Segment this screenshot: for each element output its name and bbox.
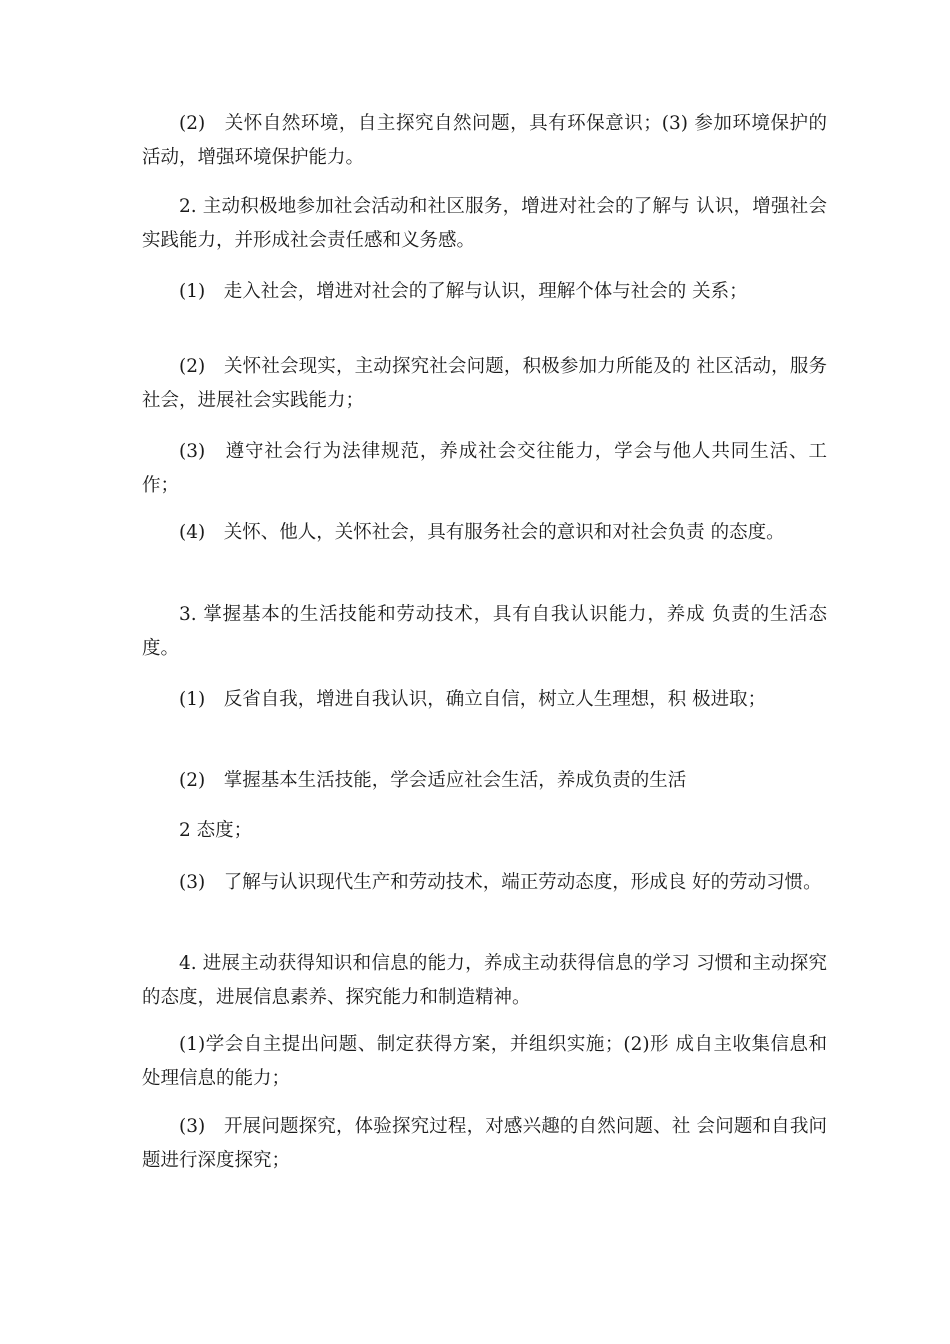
paragraph-14: (3) 开展问题探究，体验探究过程，对感兴趣的自然问题、社 会问题和自我问题进行深度探究；: [142, 1116, 827, 1171]
paragraph-4: (2) 关怀社会现实，主动探究社会问题，积极参加力所能及的 社区活动，服务社会，进展社会实践能力；: [142, 356, 827, 411]
paragraph-6: (4) 关怀、他人，关怀社会，具有服务社会的意识和对社会负责 的态度。: [179, 522, 785, 543]
paragraph-10: 2 态度；: [179, 820, 253, 841]
paragraph-2: 2. 主动积极地参加社会活动和社区服务，增进对社会的了解与 认识，增强社会实践能力，并形成社会责任感和义务感。: [142, 196, 827, 251]
paragraph-3: (1) 走入社会，增进对社会的了解与认识，理解个体与社会的 关系；: [179, 281, 748, 302]
paragraph-11: (3) 了解与认识现代生产和劳动技术，端正劳动态度，形成良 好的劳动习惯。: [179, 872, 822, 893]
paragraph-12: 4. 进展主动获得知识和信息的能力，养成主动获得信息的学习 习惯和主动探究的态度，进展信息素养、探究能力和制造精神。: [142, 953, 827, 1008]
paragraph-5: (3) 遵守社会行为法律规范，养成社会交往能力，学会与他人共同生活、工作；: [142, 441, 827, 496]
paragraph-8: (1) 反省自我，增进自我认识，确立自信，树立人生理想，积 极进取；: [179, 689, 767, 710]
paragraph-7: 3. 掌握基本的生活技能和劳动技术，具有自我认识能力，养成 负责的生活态度。: [142, 604, 827, 659]
paragraph-1: (2) 关怀自然环境，自主探究自然问题，具有环保意识；(3) 参加环境保护的活动，增强环境保护能力。: [142, 113, 827, 168]
paragraph-9: (2) 掌握基本生活技能，学会适应社会生活，养成负责的生活: [179, 770, 687, 791]
paragraph-13: (1)学会自主提出问题、制定获得方案，并组织实施；(2)形 成自主收集信息和处理信息的能力；: [142, 1034, 827, 1089]
